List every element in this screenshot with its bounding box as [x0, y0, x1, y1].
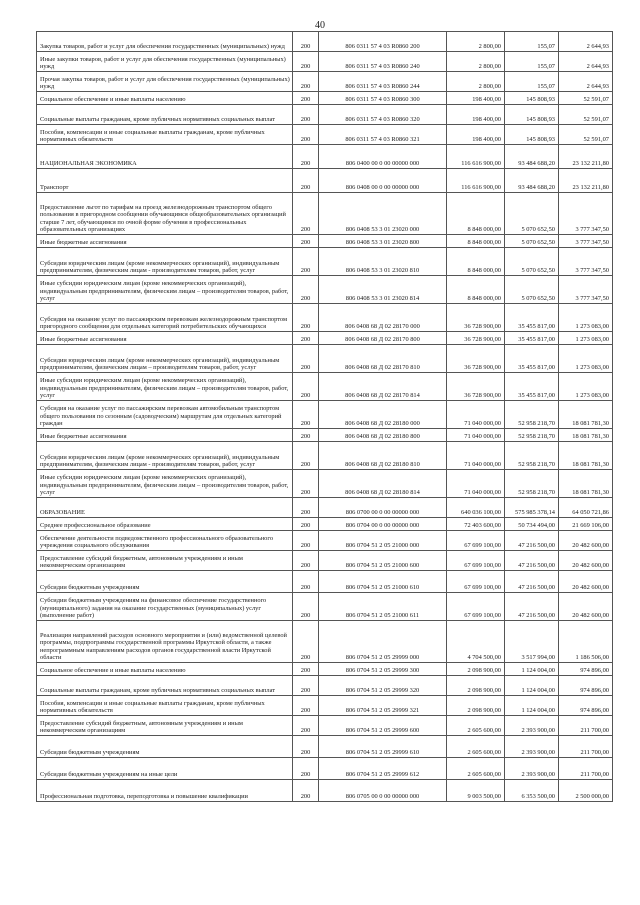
line-code-cell: 200: [293, 235, 319, 248]
line-code-cell: 200: [293, 696, 319, 716]
budget-classification-code-cell: 806 0408 68 Д 02 28170 814: [319, 373, 447, 401]
unexecuted-amount-cell: 21 669 106,00: [559, 518, 613, 531]
executed-amount-cell: 35 455 817,00: [505, 304, 559, 332]
unexecuted-amount-cell: 1 273 083,00: [559, 345, 613, 373]
approved-amount-cell: 8 848 000,00: [447, 276, 505, 304]
approved-amount-cell: 36 728 900,00: [447, 373, 505, 401]
budget-classification-code-cell: 806 0704 51 2 05 29999 612: [319, 758, 447, 780]
approved-amount-cell: 36 728 900,00: [447, 304, 505, 332]
approved-amount-cell: 71 040 000,00: [447, 470, 505, 498]
unexecuted-amount-cell: 52 591,07: [559, 92, 613, 105]
executed-amount-cell: 5 070 652,50: [505, 248, 559, 276]
line-code-cell: 200: [293, 145, 319, 169]
approved-amount-cell: 2 098 900,00: [447, 696, 505, 716]
expense-name-cell: Предоставление льгот по тарифам на проезд железнодорожным транспортом общего пользования в пригородном сообщении обучающимся общеобразовательных организаций старше 7 лет, обучающимся по очной форме обучения в профессиональных образовательных организациях: [37, 193, 293, 235]
line-code-cell: 200: [293, 248, 319, 276]
line-code-cell: 200: [293, 125, 319, 145]
approved-amount-cell: 67 699 100,00: [447, 593, 505, 621]
table-row: [37, 373, 613, 401]
executed-amount-cell: 52 958 218,70: [505, 442, 559, 470]
table-row: [37, 235, 613, 248]
table-row: [37, 571, 613, 593]
table-row: [37, 92, 613, 105]
table-row: [37, 72, 613, 92]
unexecuted-amount-cell: 20 482 600,00: [559, 531, 613, 551]
budget-classification-code-cell: 806 0408 68 Д 02 28180 000: [319, 401, 447, 429]
expense-name-cell: Закупка товаров, работ и услуг для обеспечения государственных (муниципальных) нужд: [37, 32, 293, 52]
approved-amount-cell: 67 699 100,00: [447, 531, 505, 551]
line-code-cell: 200: [293, 105, 319, 125]
budget-classification-code-cell: 806 0311 57 4 03 R0860 244: [319, 72, 447, 92]
budget-classification-code-cell: 806 0408 68 Д 02 28170 800: [319, 332, 447, 345]
line-code-cell: 200: [293, 332, 319, 345]
budget-classification-code-cell: 806 0700 00 0 00 00000 000: [319, 498, 447, 518]
budget-classification-code-cell: 806 0704 51 2 05 29999 600: [319, 716, 447, 736]
executed-amount-cell: 155,07: [505, 52, 559, 72]
expense-name-cell: Субсидии юридическим лицам (кроме некоммерческих организаций), индивидуальным предпринимателям, физическим лицам - производителям товаров, работ, услуг: [37, 442, 293, 470]
executed-amount-cell: 50 734 494,00: [505, 518, 559, 531]
executed-amount-cell: 2 393 900,00: [505, 716, 559, 736]
table-row: [37, 551, 613, 571]
unexecuted-amount-cell: 18 081 781,30: [559, 442, 613, 470]
expense-name-cell: Иные субсидии юридическим лицам (кроме некоммерческих организаций), индивидуальным предпринимателям, физическим лицам – производителям товаров, работ, услуг: [37, 276, 293, 304]
executed-amount-cell: 47 216 500,00: [505, 531, 559, 551]
budget-classification-code-cell: 806 0704 51 2 05 21000 600: [319, 551, 447, 571]
unexecuted-amount-cell: 1 273 083,00: [559, 304, 613, 332]
budget-classification-code-cell: 806 0704 51 2 05 29999 321: [319, 696, 447, 716]
expense-name-cell: Социальные выплаты гражданам, кроме публичных нормативных социальных выплат: [37, 676, 293, 696]
executed-amount-cell: 93 484 688,20: [505, 145, 559, 169]
approved-amount-cell: 9 003 500,00: [447, 780, 505, 802]
unexecuted-amount-cell: 64 050 721,86: [559, 498, 613, 518]
approved-amount-cell: 2 605 600,00: [447, 758, 505, 780]
executed-amount-cell: 2 393 900,00: [505, 736, 559, 758]
expense-name-cell: Субсидии бюджетным учреждениям на финансовое обеспечение государственного (муниципального) задания на оказание государственных (муниципальных) услуг (выполнение работ): [37, 593, 293, 621]
approved-amount-cell: 71 040 000,00: [447, 442, 505, 470]
approved-amount-cell: 198 400,00: [447, 92, 505, 105]
executed-amount-cell: 5 070 652,50: [505, 235, 559, 248]
executed-amount-cell: 145 808,93: [505, 125, 559, 145]
expense-name-cell: Прочая закупка товаров, работ и услуг для обеспечения государственных (муниципальных) нужд: [37, 72, 293, 92]
approved-amount-cell: 71 040 000,00: [447, 429, 505, 442]
line-code-cell: 200: [293, 676, 319, 696]
executed-amount-cell: 52 958 218,70: [505, 401, 559, 429]
budget-classification-code-cell: 806 0408 53 3 01 23020 000: [319, 193, 447, 235]
line-code-cell: 200: [293, 518, 319, 531]
budget-classification-code-cell: 806 0408 53 3 01 23020 800: [319, 235, 447, 248]
table-row: [37, 52, 613, 72]
unexecuted-amount-cell: 3 777 347,50: [559, 235, 613, 248]
line-code-cell: 200: [293, 276, 319, 304]
executed-amount-cell: 5 070 652,50: [505, 193, 559, 235]
expense-name-cell: Иные субсидии юридическим лицам (кроме некоммерческих организаций), индивидуальным предпринимателям, физическим лицам – производителям товаров, работ, услуг: [37, 470, 293, 498]
table-row: [37, 332, 613, 345]
table-row: [37, 145, 613, 169]
table-row: [37, 276, 613, 304]
line-code-cell: 200: [293, 169, 319, 193]
approved-amount-cell: 2 605 600,00: [447, 736, 505, 758]
budget-classification-code-cell: 806 0704 51 2 05 21000 611: [319, 593, 447, 621]
expense-name-cell: Профессиональная подготовка, переподготовка и повышение квалификации: [37, 780, 293, 802]
table-row: [37, 621, 613, 663]
expense-name-cell: Иные бюджетные ассигнования: [37, 429, 293, 442]
expense-name-cell: Субсидии бюджетным учреждениям: [37, 736, 293, 758]
unexecuted-amount-cell: 23 132 211,80: [559, 169, 613, 193]
expense-name-cell: Иные бюджетные ассигнования: [37, 235, 293, 248]
unexecuted-amount-cell: 2 644,93: [559, 32, 613, 52]
table-row: [37, 105, 613, 125]
approved-amount-cell: 198 400,00: [447, 125, 505, 145]
approved-amount-cell: 2 098 900,00: [447, 663, 505, 676]
expense-name-cell: Субсидии бюджетным учреждениям на иные цели: [37, 758, 293, 780]
budget-classification-code-cell: 806 0704 51 2 05 21000 610: [319, 571, 447, 593]
budget-classification-code-cell: 806 0311 57 4 03 R0860 200: [319, 32, 447, 52]
expense-name-cell: Субсидии юридическим лицам (кроме некоммерческих организаций), индивидуальным предпринимателям, физическим лицам – производителям товаров, работ, услуг: [37, 345, 293, 373]
line-code-cell: 200: [293, 621, 319, 663]
approved-amount-cell: 2 800,00: [447, 32, 505, 52]
executed-amount-cell: 155,07: [505, 32, 559, 52]
expense-name-cell: Субсидия на оказание услуг по пассажирским перевозкам автомобильным транспортом общего пользования по сезонным (садоводческим) маршрутам для отдельных категорий граждан: [37, 401, 293, 429]
unexecuted-amount-cell: 2 644,93: [559, 72, 613, 92]
table-row: [37, 593, 613, 621]
unexecuted-amount-cell: 1 273 083,00: [559, 373, 613, 401]
expense-name-cell: Иные бюджетные ассигнования: [37, 332, 293, 345]
line-code-cell: 200: [293, 758, 319, 780]
expense-name-cell: Социальные выплаты гражданам, кроме публичных нормативных социальных выплат: [37, 105, 293, 125]
unexecuted-amount-cell: 20 482 600,00: [559, 593, 613, 621]
line-code-cell: 200: [293, 429, 319, 442]
approved-amount-cell: 71 040 000,00: [447, 401, 505, 429]
budget-classification-code-cell: 806 0311 57 4 03 R0860 240: [319, 52, 447, 72]
expense-name-cell: Субсидии бюджетным учреждениям: [37, 571, 293, 593]
budget-classification-code-cell: 806 0408 53 3 01 23020 814: [319, 276, 447, 304]
expense-name-cell: Реализация направлений расходов основного мероприятия и (или) ведомственной целевой программы, подпрограммы государственной программы Иркутской области, а также непрограммным направлениям расходов органов государственной власти Иркутской области: [37, 621, 293, 663]
unexecuted-amount-cell: 20 482 600,00: [559, 551, 613, 571]
expense-name-cell: Субсидии юридическим лицам (кроме некоммерческих организаций), индивидуальным предпринимателям, физическим лицам - производителям товаров, работ, услуг: [37, 248, 293, 276]
unexecuted-amount-cell: 52 591,07: [559, 125, 613, 145]
approved-amount-cell: 2 605 600,00: [447, 716, 505, 736]
executed-amount-cell: 2 393 900,00: [505, 758, 559, 780]
budget-classification-code-cell: 806 0400 00 0 00 00000 000: [319, 145, 447, 169]
approved-amount-cell: 8 848 000,00: [447, 235, 505, 248]
unexecuted-amount-cell: 974 896,00: [559, 663, 613, 676]
table-row: [37, 663, 613, 676]
line-code-cell: 200: [293, 593, 319, 621]
budget-classification-code-cell: 806 0408 68 Д 02 28180 814: [319, 470, 447, 498]
expense-name-cell: ОБРАЗОВАНИЕ: [37, 498, 293, 518]
line-code-cell: 200: [293, 551, 319, 571]
expense-name-cell: Иные субсидии юридическим лицам (кроме некоммерческих организаций), индивидуальным предпринимателям, физическим лицам – производителям товаров, работ, услуг: [37, 373, 293, 401]
budget-classification-code-cell: 806 0311 57 4 03 R0860 320: [319, 105, 447, 125]
expense-name-cell: Социальное обеспечение и иные выплаты населению: [37, 92, 293, 105]
line-code-cell: 200: [293, 531, 319, 551]
unexecuted-amount-cell: 1 273 083,00: [559, 332, 613, 345]
table-row: [37, 758, 613, 780]
budget-classification-code-cell: 806 0408 00 0 00 00000 000: [319, 169, 447, 193]
unexecuted-amount-cell: 211 700,00: [559, 758, 613, 780]
line-code-cell: 200: [293, 780, 319, 802]
unexecuted-amount-cell: 3 777 347,50: [559, 248, 613, 276]
expense-name-cell: Социальное обеспечение и иные выплаты населению: [37, 663, 293, 676]
executed-amount-cell: 1 124 004,00: [505, 696, 559, 716]
line-code-cell: 200: [293, 92, 319, 105]
unexecuted-amount-cell: 211 700,00: [559, 736, 613, 758]
budget-classification-code-cell: 806 0704 51 2 05 29999 000: [319, 621, 447, 663]
expense-name-cell: Предоставление субсидий бюджетным, автономным учреждениям и иным некоммерческим организациям: [37, 551, 293, 571]
expense-name-cell: Пособия, компенсации и иные социальные выплаты гражданам, кроме публичных нормативных обязательств: [37, 696, 293, 716]
table-row: [37, 531, 613, 551]
approved-amount-cell: 640 036 100,00: [447, 498, 505, 518]
line-code-cell: 200: [293, 571, 319, 593]
table-row: [37, 676, 613, 696]
line-code-cell: 200: [293, 193, 319, 235]
line-code-cell: 200: [293, 470, 319, 498]
line-code-cell: 200: [293, 663, 319, 676]
line-code-cell: 200: [293, 442, 319, 470]
unexecuted-amount-cell: 211 700,00: [559, 716, 613, 736]
table-row: [37, 401, 613, 429]
line-code-cell: 200: [293, 498, 319, 518]
executed-amount-cell: 52 958 218,70: [505, 429, 559, 442]
unexecuted-amount-cell: 2 500 000,00: [559, 780, 613, 802]
approved-amount-cell: 8 848 000,00: [447, 193, 505, 235]
budget-classification-code-cell: 806 0704 00 0 00 00000 000: [319, 518, 447, 531]
table-row: [37, 248, 613, 276]
table-row: [37, 696, 613, 716]
approved-amount-cell: 67 699 100,00: [447, 571, 505, 593]
line-code-cell: 200: [293, 736, 319, 758]
approved-amount-cell: 198 400,00: [447, 105, 505, 125]
executed-amount-cell: 145 808,93: [505, 105, 559, 125]
unexecuted-amount-cell: 974 896,00: [559, 676, 613, 696]
executed-amount-cell: 47 216 500,00: [505, 593, 559, 621]
table-row: [37, 169, 613, 193]
line-code-cell: 200: [293, 345, 319, 373]
executed-amount-cell: 1 124 004,00: [505, 663, 559, 676]
table-row: [37, 442, 613, 470]
executed-amount-cell: 3 517 994,00: [505, 621, 559, 663]
executed-amount-cell: 93 484 688,20: [505, 169, 559, 193]
expense-name-cell: Субсидия на оказание услуг по пассажирским перевозкам железнодорожным транспортом пригородного сообщения для отдельных категорий потребительских обучающихся: [37, 304, 293, 332]
table-body: [37, 32, 613, 802]
budget-classification-code-cell: 806 0408 68 Д 02 28180 800: [319, 429, 447, 442]
line-code-cell: 200: [293, 52, 319, 72]
budget-classification-code-cell: 806 0311 57 4 03 R0860 321: [319, 125, 447, 145]
unexecuted-amount-cell: 18 081 781,30: [559, 401, 613, 429]
unexecuted-amount-cell: 52 591,07: [559, 105, 613, 125]
table-row: [37, 780, 613, 802]
approved-amount-cell: 36 728 900,00: [447, 332, 505, 345]
approved-amount-cell: 2 800,00: [447, 52, 505, 72]
table-row: [37, 736, 613, 758]
budget-classification-code-cell: 806 0705 00 0 00 00000 000: [319, 780, 447, 802]
expense-name-cell: Пособия, компенсации и иные социальные выплаты гражданам, кроме публичных нормативных обязательств: [37, 125, 293, 145]
line-code-cell: 200: [293, 32, 319, 52]
budget-classification-code-cell: 806 0704 51 2 05 29999 320: [319, 676, 447, 696]
page-number: 40: [315, 20, 325, 31]
unexecuted-amount-cell: 23 132 211,80: [559, 145, 613, 169]
budget-classification-code-cell: 806 0408 68 Д 02 28180 810: [319, 442, 447, 470]
approved-amount-cell: 116 616 900,00: [447, 145, 505, 169]
approved-amount-cell: 2 098 900,00: [447, 676, 505, 696]
budget-classification-code-cell: 806 0408 68 Д 02 28170 810: [319, 345, 447, 373]
table-row: [37, 429, 613, 442]
executed-amount-cell: 52 958 218,70: [505, 470, 559, 498]
executed-amount-cell: 47 216 500,00: [505, 571, 559, 593]
table-row: [37, 32, 613, 52]
unexecuted-amount-cell: 18 081 781,30: [559, 470, 613, 498]
unexecuted-amount-cell: 3 777 347,50: [559, 193, 613, 235]
table-row: [37, 193, 613, 235]
budget-execution-table: [36, 31, 613, 802]
executed-amount-cell: 35 455 817,00: [505, 332, 559, 345]
approved-amount-cell: 2 800,00: [447, 72, 505, 92]
budget-classification-code-cell: 806 0311 57 4 03 R0860 300: [319, 92, 447, 105]
line-code-cell: 200: [293, 401, 319, 429]
table-row: [37, 470, 613, 498]
executed-amount-cell: 47 216 500,00: [505, 551, 559, 571]
executed-amount-cell: 575 985 378,14: [505, 498, 559, 518]
line-code-cell: 200: [293, 373, 319, 401]
expense-name-cell: Обеспечение деятельности подведомственного профессионального образовательного учреждения социального обслуживания: [37, 531, 293, 551]
approved-amount-cell: 36 728 900,00: [447, 345, 505, 373]
expense-name-cell: НАЦИОНАЛЬНАЯ ЭКОНОМИКА: [37, 145, 293, 169]
unexecuted-amount-cell: 2 644,93: [559, 52, 613, 72]
approved-amount-cell: 72 403 600,00: [447, 518, 505, 531]
approved-amount-cell: 4 704 500,00: [447, 621, 505, 663]
executed-amount-cell: 6 353 500,00: [505, 780, 559, 802]
unexecuted-amount-cell: 20 482 600,00: [559, 571, 613, 593]
approved-amount-cell: 67 699 100,00: [447, 551, 505, 571]
expense-name-cell: Транспорт: [37, 169, 293, 193]
expense-name-cell: Среднее профессиональное образование: [37, 518, 293, 531]
executed-amount-cell: 35 455 817,00: [505, 373, 559, 401]
line-code-cell: 200: [293, 304, 319, 332]
table-row: [37, 304, 613, 332]
executed-amount-cell: 35 455 817,00: [505, 345, 559, 373]
executed-amount-cell: 1 124 004,00: [505, 676, 559, 696]
unexecuted-amount-cell: 974 896,00: [559, 696, 613, 716]
table-row: [37, 716, 613, 736]
approved-amount-cell: 116 616 900,00: [447, 169, 505, 193]
budget-classification-code-cell: 806 0704 51 2 05 29999 610: [319, 736, 447, 758]
executed-amount-cell: 5 070 652,50: [505, 276, 559, 304]
line-code-cell: 200: [293, 72, 319, 92]
approved-amount-cell: 8 848 000,00: [447, 248, 505, 276]
unexecuted-amount-cell: 3 777 347,50: [559, 276, 613, 304]
table-row: [37, 125, 613, 145]
unexecuted-amount-cell: 1 186 506,00: [559, 621, 613, 663]
expense-name-cell: Иные закупки товаров, работ и услуг для обеспечения государственных (муниципальных) нужд: [37, 52, 293, 72]
table-row: [37, 498, 613, 518]
executed-amount-cell: 145 808,93: [505, 92, 559, 105]
budget-classification-code-cell: 806 0408 68 Д 02 28170 000: [319, 304, 447, 332]
unexecuted-amount-cell: 18 081 781,30: [559, 429, 613, 442]
line-code-cell: 200: [293, 716, 319, 736]
table-row: [37, 345, 613, 373]
budget-classification-code-cell: 806 0704 51 2 05 29999 300: [319, 663, 447, 676]
executed-amount-cell: 155,07: [505, 72, 559, 92]
budget-classification-code-cell: 806 0408 53 3 01 23020 810: [319, 248, 447, 276]
budget-classification-code-cell: 806 0704 51 2 05 21000 000: [319, 531, 447, 551]
expense-name-cell: Предоставление субсидий бюджетным, автономным учреждениям и иным некоммерческим организациям: [37, 716, 293, 736]
table-row: [37, 518, 613, 531]
